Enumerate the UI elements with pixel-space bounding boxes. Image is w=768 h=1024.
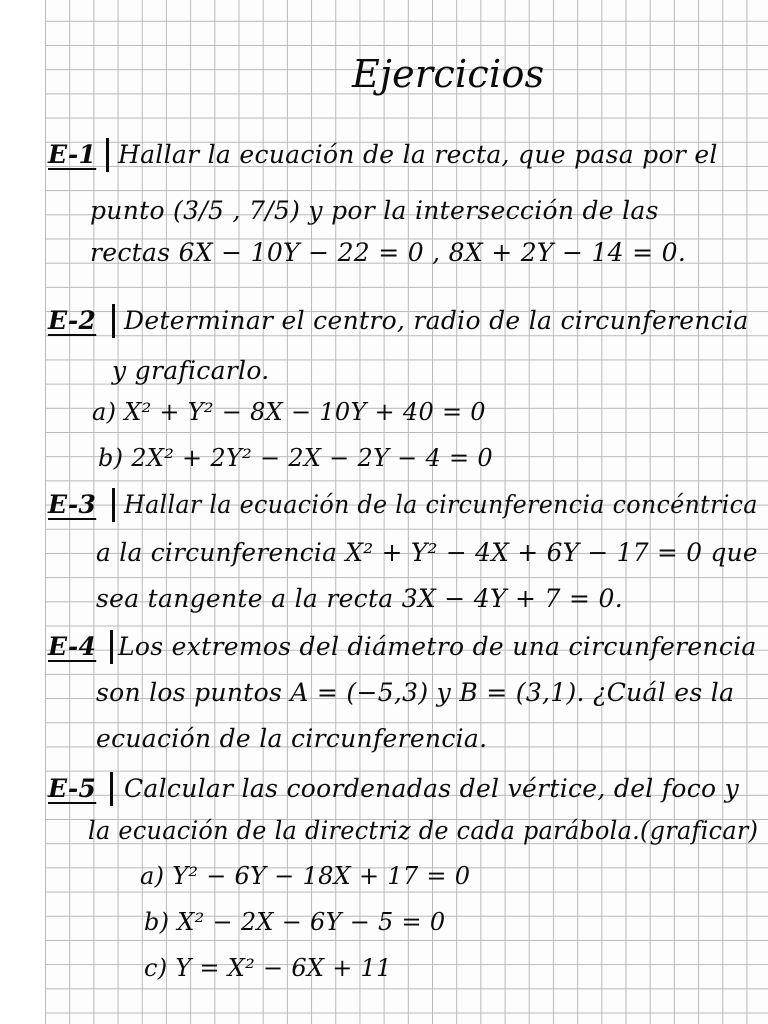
exercise-2-line-2: y graficarlo. [112, 356, 270, 385]
exercise-4-line-3: ecuación de la circunferencia. [96, 724, 488, 753]
exercise-5-item-a: a) Y² − 6Y − 18X + 17 = 0 [140, 862, 471, 890]
exercise-4-line-1: Los extremos del diámetro de una circunferencia [118, 632, 757, 661]
exercise-1-line-2: punto (3/5 , 7/5) y por la intersección de las [90, 196, 659, 225]
exercise-3-line-1: Hallar la ecuación de la circunferencia concéntrica [124, 490, 758, 519]
exercise-5-item-b: b) X² − 2X − 6Y − 5 = 0 [144, 908, 446, 936]
exercise-1-line-3: rectas 6X − 10Y − 22 = 0 , 8X + 2Y − 14 = 0. [90, 238, 687, 267]
exercise-label-e2: E-2 [48, 306, 97, 335]
exercise-4-line-2: son los puntos A = (−5,3) y B = (3,1). ¿Cuál es la [96, 678, 735, 707]
exercise-5-line-1: Calcular las coordenadas del vértice, del foco y [124, 774, 740, 803]
exercise-5-line-2: la ecuación de la directriz de cada parábola.(graficar) [88, 816, 759, 845]
label-divider [110, 630, 113, 664]
exercise-label-e3: E-3 [48, 490, 97, 519]
exercise-label-e5: E-5 [48, 774, 97, 803]
label-divider [106, 138, 109, 172]
exercise-2-item-b: b) 2X² + 2Y² − 2X − 2Y − 4 = 0 [98, 444, 493, 472]
exercise-label-e1: E-1 [48, 140, 97, 169]
label-divider [112, 304, 115, 338]
exercise-5-item-c: c) Y = X² − 6X + 11 [144, 954, 392, 982]
label-divider [110, 772, 113, 806]
exercise-3-line-3: sea tangente a la recta 3X − 4Y + 7 = 0. [96, 584, 623, 613]
exercise-2-item-a: a) X² + Y² − 8X − 10Y + 40 = 0 [92, 398, 486, 426]
exercise-3-line-2: a la circunferencia X² + Y² − 4X + 6Y − 17 = 0 que [96, 538, 758, 567]
page-title: Ejercicios [352, 52, 545, 96]
exercise-label-e4: E-4 [48, 632, 97, 661]
exercise-1-line-1: Hallar la ecuación de la recta, que pasa por el [118, 140, 718, 169]
exercise-2-line-1: Determinar el centro, radio de la circunferencia [124, 306, 749, 335]
left-margin [0, 0, 45, 1024]
label-divider [112, 488, 115, 522]
